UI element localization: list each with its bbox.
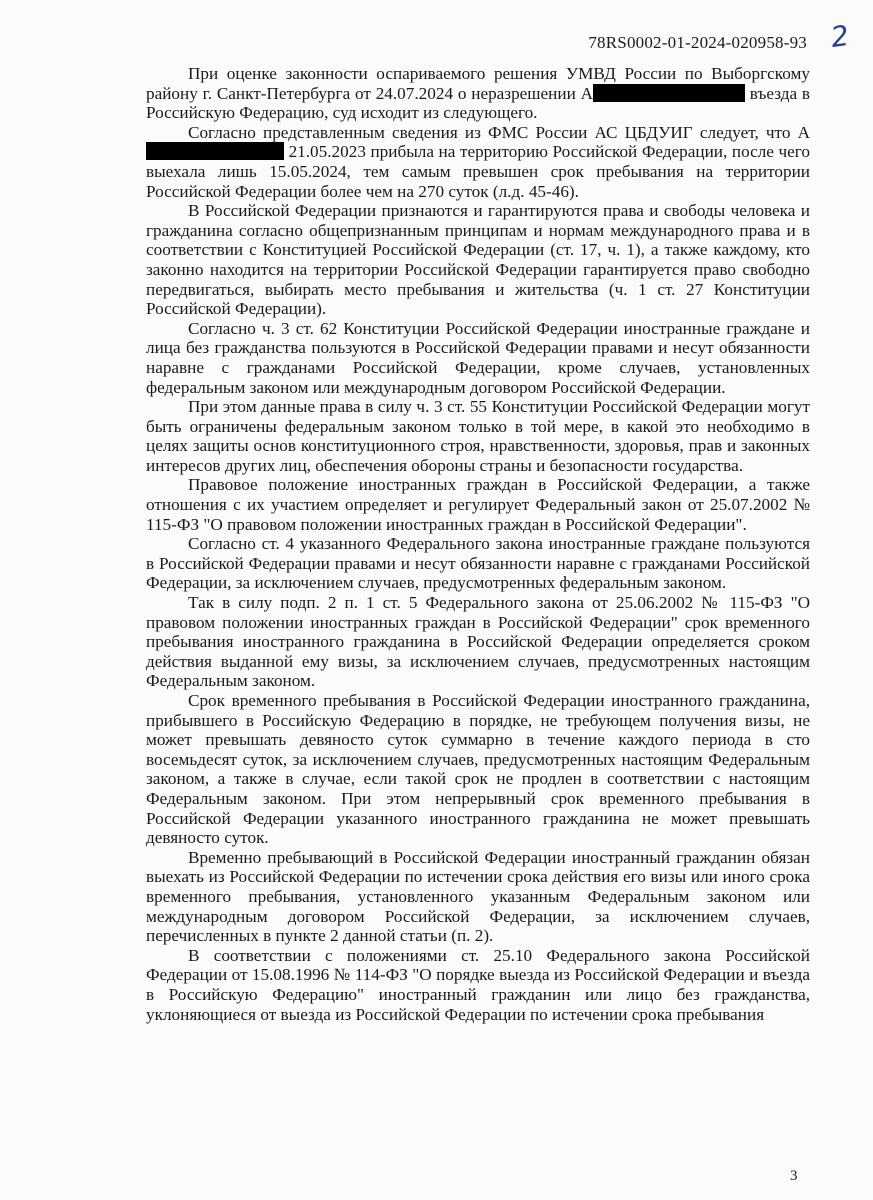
document-body <box>146 64 810 1024</box>
paragraph-1-text-b: въезда в Российскую Федерацию, суд исходит из следующего. <box>146 83 810 123</box>
redaction-block <box>593 84 745 102</box>
handwritten-page-mark: 2 <box>828 18 852 55</box>
paragraph-6: Правовое положение иностранных граждан в Российской Федерации, а также отношения с их участием определяет и регулирует Федеральный закон от 25.07.2002 № 115-ФЗ "О правовом положении иностранных граждан в Российской Федерации". <box>146 475 810 534</box>
redaction-block <box>146 142 284 160</box>
paragraph-1-text-a: При оценке законности оспариваемого решения УМВД России по Выборгскому району г. Санкт-Петербурга от 24.07.2024 о неразрешении А <box>146 64 810 103</box>
paragraph-8: Так в силу подп. 2 п. 1 ст. 5 Федерального закона от 25.06.2002 № 115-ФЗ "О правовом положении иностранных граждан в Российской Федерации" срок временного пребывания иностранного гражданина в Российской Федерации определяется сроком действия выданной ему визы, за исключением случаев, предусмотренных настоящим Федеральным законом. <box>146 593 810 691</box>
paragraph-2 <box>146 123 810 201</box>
paragraph-7: Согласно ст. 4 указанного Федерального закона иностранные граждане пользуются в Российской Федерации правами и несут обязанности наравне с гражданами Российской Федерации, за исключением случаев, предусмотренных федеральным законом. <box>146 534 810 593</box>
paragraph-10: Временно пребывающий в Российской Федерации иностранный гражданин обязан выехать из Российской Федерации по истечении срока действия его визы или иного срока временного пребывания, установленного указанным Федеральным законом или международным договором Российской Федерации, за исключением случаев, перечисленных в пункте 2 данной статьи (п. 2). <box>146 847 810 946</box>
paragraph-5: При этом данные права в силу ч. 3 ст. 55 Конституции Российской Федерации могут быть ограничены федеральным законом только в той мере, в какой это необходимо в целях защиты основ конституционного строя, нравственности, здоровья, прав и законных интересов других лиц, обеспечения обороны страны и безопасности государства. <box>146 397 810 475</box>
paragraph-9: Срок временного пребывания в Российской Федерации иностранного гражданина, прибывшего в Российскую Федерацию в порядке, не требующем получения визы, не может превышать девяносто суток суммарно в течение каждого периода в сто восемьдесят суток, за исключением случаев, предусмотренных настоящим Федеральным законом, а также в случае, если такой срок не продлен в соответствии с настоящим Федеральным законом. При этом непрерывный срок временного пребывания в Российской Федерации указанного иностранного гражданина не может превышать девяносто суток. <box>146 691 810 848</box>
paragraph-4: Согласно ч. 3 ст. 62 Конституции Российской Федерации иностранные граждане и лица без гражданства пользуются в Российской Федерации правами и несут обязанности наравне с гражданами Российской Федерации, кроме случаев, установленных федеральным законом или международным договором Российской Федерации. <box>146 318 810 397</box>
page-number: 3 <box>790 1168 798 1184</box>
paragraph-11: В соответствии с положениями ст. 25.10 Федерального закона Российской Федерации от 15.08.1996 № 114-ФЗ "О порядке выезда из Российской Федерации и въезда в Российскую Федерацию" иностранный гражданин или лицо без гражданства, уклоняющиеся от выезда из Российской Федерации по истечении срока пребывания <box>146 945 810 1024</box>
paragraph-1 <box>146 64 810 123</box>
paragraph-3: В Российской Федерации признаются и гарантируются права и свободы человека и гражданина согласно общепризнанным принципам и нормам международного права и в соответствии с Конституцией Российской Федерации (ст. 17, ч. 1), а также каждому, кто законно находится на территории Российской Федерации гарантируется право свободно передвигаться, выбирать место пребывания и жительства (ч. 1 ст. 27 Конституции Российской Федерации). <box>146 201 810 319</box>
paragraph-2-text-a: Согласно представленным сведения из ФМС России АС ЦБДУИГ следует, что А <box>188 122 810 142</box>
case-number: 78RS0002-01-2024-020958-93 <box>588 33 807 52</box>
paragraph-2-text-b: 21.05.2023 прибыла на территорию Российской Федерации, после чего выехала лишь 15.05.2024, тем самым превышен срок пребывания на территории Российской Федерации более чем на 270 суток (л.д. 45-46). <box>146 142 810 201</box>
